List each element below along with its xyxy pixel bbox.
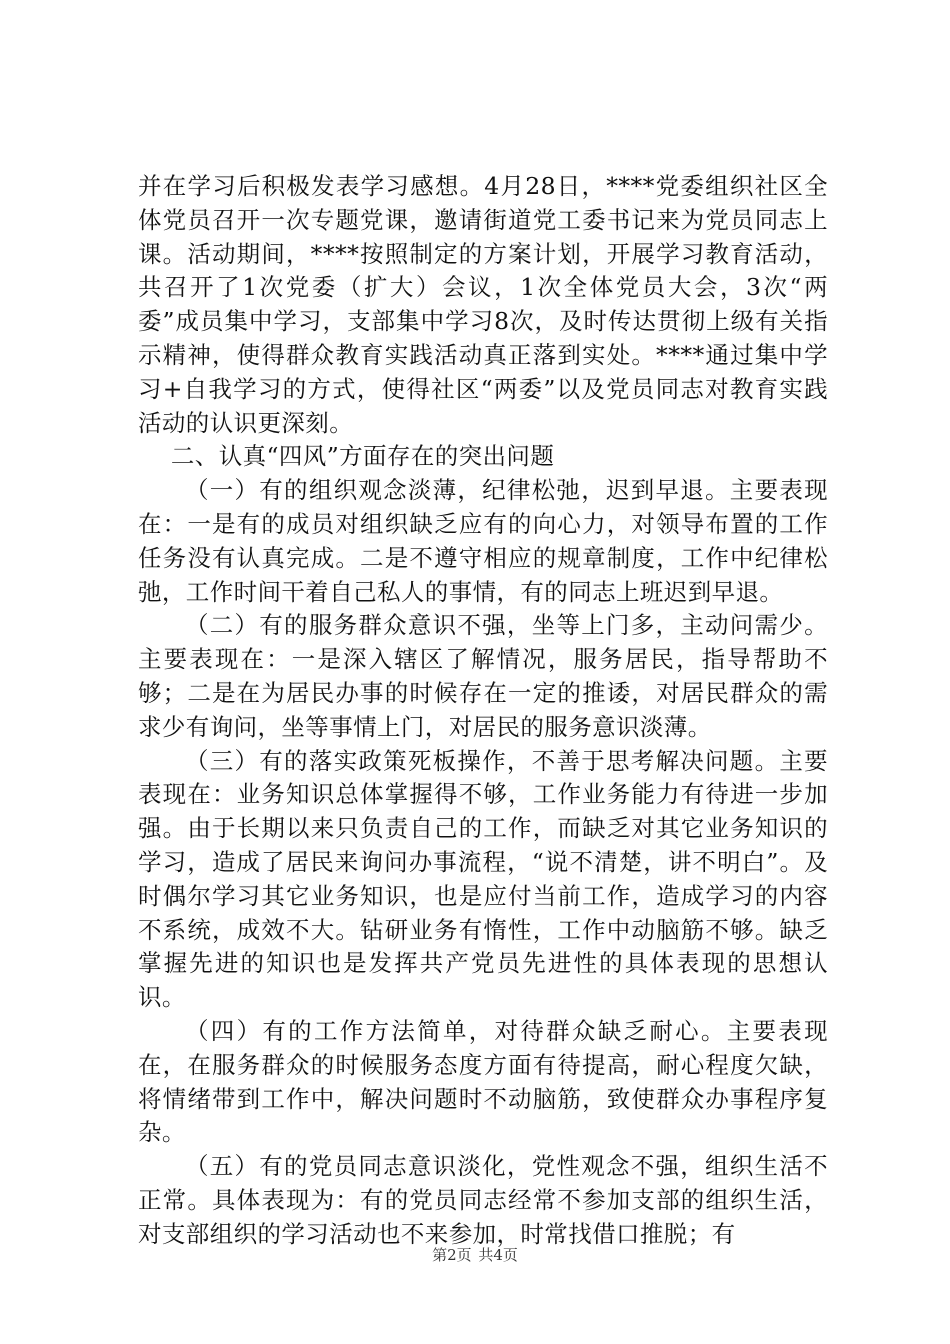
document-body: [138, 170, 828, 1252]
page-footer: [0, 1245, 950, 1265]
paragraph-item-2: （二）有的服务群众意识不强，坐等上门多，主动问需少。主要表现在：一是深入辖区了解情况，服务居民，指导帮助不够；二是在为居民办事的时候存在一定的推诿，对居民群众的需求少有询问，坐等事情上门，对居民的服务意识淡薄。: [138, 611, 828, 741]
page-total: 共4页: [478, 1246, 518, 1264]
paragraph-item-1: （一）有的组织观念淡薄，纪律松弛，迟到早退。主要表现在：一是有的成员对组织缺乏应有的向心力，对领导布置的工作任务没有认真完成。二是不遵守相应的规章制度，工作中纪律松弛，工作时间干着自己私人的事情，有的同志上班迟到早退。: [138, 476, 828, 606]
paragraph-item-5: （五）有的党员同志意识淡化，党性观念不强，组织生活不正常。具体表现为：有的党员同志经常不参加支部的组织生活，对支部组织的学习活动也不来参加，时常找借口推脱；有: [138, 1152, 828, 1248]
page-number: 第2页: [432, 1246, 472, 1264]
section-heading: 二、认真“四风”方面存在的突出问题: [170, 442, 555, 471]
paragraph-item-3: （三）有的落实政策死板操作，不善于思考解决问题。主要表现在：业务知识总体掌握得不够，工作业务能力有待进一步加强。由于长期以来只负责自己的工作，而缺乏对其它业务知识的学习，造成了居民来询问办事流程，“说不清楚，讲不明白”。及时偶尔学习其它业务知识，也是应付当前工作，造成学习的内容不系统，成效不大。钻研业务有惰性，工作中动脑筋不够。缺乏掌握先进的知识也是发挥共产党员先进性的具体表现的思想认识。: [138, 746, 828, 1012]
paragraph-continuation: 并在学习后积极发表学习感想。4月28日，****党委组织社区全体党员召开一次专题党课，邀请街道党工委书记来为党员同志上课。活动期间，****按照制定的方案计划，开展学习教育活动，共召开了1次党委（扩大）会议，1次全体党员大会，3次“两委”成员集中学习，支部集中学习8次，及时传达贯彻上级有关指示精神，使得群众教育实践活动真正落到实处。****通过集中学习+自我学习的方式，使得社区“两委”以及党员同志对教育实践活动的认识更深刻。: [138, 172, 828, 437]
paragraph-item-4: （四）有的工作方法简单，对待群众缺乏耐心。主要表现在，在服务群众的时候服务态度方面有待提高，耐心程度欠缺，将情绪带到工作中，解决问题时不动脑筋，致使群众办事程序复杂。: [138, 1016, 828, 1147]
